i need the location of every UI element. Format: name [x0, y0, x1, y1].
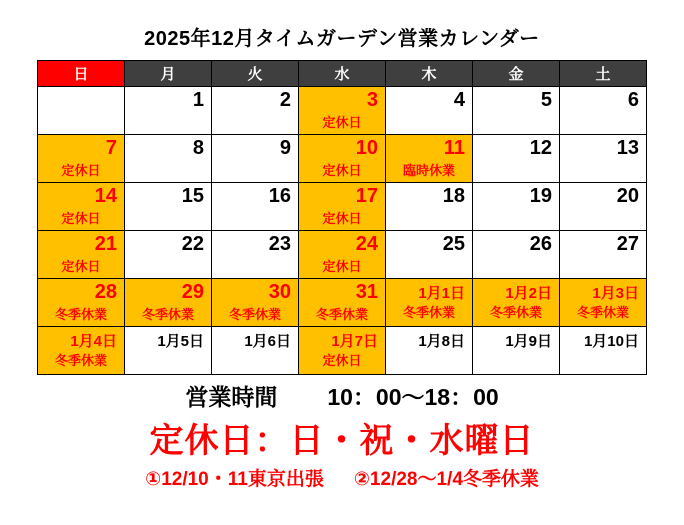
calendar-day-cell: [386, 231, 473, 279]
calendar-week-row: [38, 135, 647, 183]
day-status-label: [560, 260, 646, 273]
day-status-label: 定休日: [61, 163, 101, 178]
day-status-label: [473, 260, 559, 273]
date-number: 2: [279, 89, 291, 111]
footer-section: [0, 379, 684, 491]
day-status-label: [212, 260, 298, 273]
date-number: 1月7日: [331, 333, 378, 350]
day-status-label: [560, 116, 646, 129]
day-status-label: 冬季休業: [228, 307, 281, 322]
weekday-header-5: 金: [473, 61, 560, 87]
day-status-label: [560, 354, 646, 367]
date-number: 5: [540, 89, 552, 111]
day-status-label: 定休日: [322, 115, 362, 130]
calendar-day-cell: [38, 183, 125, 231]
date-number: 1月1日: [418, 285, 465, 302]
calendar-day-cell: [386, 87, 473, 135]
date-number: 10: [355, 137, 378, 159]
date-number: 1月2日: [505, 285, 552, 302]
date-number: 16: [268, 185, 291, 207]
day-status-label: [125, 354, 211, 367]
day-status-label: [125, 212, 211, 225]
regular-holiday-line: 定休日：日・祝・水曜日: [149, 422, 535, 460]
date-number: 29: [181, 281, 204, 303]
calendar-week-row: [38, 327, 647, 375]
business-hours-value: 10：00～18：00: [327, 384, 499, 410]
date-number: [38, 87, 124, 110]
date-number: 1月3日: [592, 285, 639, 302]
calendar-grid: [38, 87, 647, 375]
day-status-label: [125, 116, 211, 129]
date-number: 26: [529, 233, 552, 255]
day-status-label: 定休日: [61, 259, 101, 274]
calendar-day-cell: [38, 279, 125, 327]
date-number: 4: [453, 89, 465, 111]
day-status-label: 定休日: [322, 353, 362, 369]
day-status-label: [212, 164, 298, 177]
calendar-day-cell: [125, 87, 212, 135]
day-status-label: [473, 354, 559, 367]
day-status-label: [386, 116, 472, 129]
calendar-day-cell: [560, 279, 647, 327]
weekday-header-6: 土: [560, 61, 647, 87]
date-number: 30: [268, 281, 291, 303]
calendar-day-cell: [386, 135, 473, 183]
day-status-label: [473, 116, 559, 129]
day-status-label: [125, 260, 211, 273]
calendar-day-cell: [125, 327, 212, 375]
calendar-table: [37, 60, 647, 375]
calendar-day-cell: [473, 135, 560, 183]
weekday-header-0: 日: [38, 61, 125, 87]
date-number: 1月4日: [70, 333, 117, 350]
date-number: 1月10日: [583, 333, 639, 350]
day-status-label: [386, 354, 472, 367]
calendar-day-cell: [212, 327, 299, 375]
date-number: 17: [355, 185, 378, 207]
calendar-day-cell: [299, 279, 386, 327]
weekday-header-1: 月: [125, 61, 212, 87]
date-number: 25: [442, 233, 465, 255]
day-status-label: [212, 212, 298, 225]
date-number: 1月5日: [157, 333, 204, 350]
calendar-day-cell: [212, 135, 299, 183]
day-status-label: 冬季休業: [54, 307, 107, 322]
date-number: 22: [181, 233, 204, 255]
date-number: 9: [279, 137, 291, 159]
calendar-day-cell: [38, 87, 125, 135]
calendar-day-cell: [125, 135, 212, 183]
calendar-day-cell: [299, 135, 386, 183]
calendar-day-cell: [473, 183, 560, 231]
calendar-day-cell: [212, 231, 299, 279]
date-number: 1月6日: [244, 333, 291, 350]
day-status-label: 冬季休業: [141, 307, 194, 322]
day-status-label: [560, 164, 646, 177]
calendar-day-cell: [386, 279, 473, 327]
day-status-label: 冬季休業: [54, 353, 107, 369]
calendar-week-row: [38, 87, 647, 135]
business-hours-line: [0, 379, 684, 412]
day-status-label: 冬季休業: [489, 305, 542, 321]
date-number: 3: [366, 89, 378, 111]
date-number: 1月8日: [418, 333, 465, 350]
calendar-week-row: [38, 279, 647, 327]
note-business-trip: ①12/10・11東京出張: [145, 469, 324, 490]
day-status-label: 臨時休業: [402, 163, 455, 178]
day-status-label: 定休日: [322, 163, 362, 178]
day-status-label: 冬季休業: [402, 305, 455, 321]
day-status-label: 定休日: [322, 259, 362, 274]
day-status-label: 冬季休業: [315, 307, 368, 322]
calendar-day-cell: [473, 327, 560, 375]
date-number: 27: [616, 233, 639, 255]
notes-line: [0, 464, 684, 491]
calendar-day-cell: [560, 135, 647, 183]
day-status-label: 冬季休業: [576, 305, 629, 321]
weekday-header-3: 水: [299, 61, 386, 87]
date-number: 12: [529, 137, 552, 159]
day-status-label: 定休日: [322, 211, 362, 226]
calendar-day-cell: [299, 87, 386, 135]
calendar-day-cell: [38, 231, 125, 279]
weekday-header-2: 火: [212, 61, 299, 87]
date-number: 19: [529, 185, 552, 207]
day-status-label: [212, 354, 298, 367]
calendar-day-cell: [473, 279, 560, 327]
calendar-day-cell: [473, 87, 560, 135]
date-number: 31: [355, 281, 378, 303]
day-status-label: [473, 212, 559, 225]
calendar-day-cell: [125, 279, 212, 327]
calendar-week-row: [38, 231, 647, 279]
date-number: 15: [181, 185, 204, 207]
date-number: 13: [616, 137, 639, 159]
date-number: 24: [355, 233, 378, 255]
calendar-day-cell: [386, 183, 473, 231]
day-status-label: [125, 164, 211, 177]
weekday-header-row: [38, 61, 647, 87]
calendar-page: [0, 22, 684, 525]
page-title: 2025年12月タイムガーデン営業カレンダー: [144, 28, 540, 50]
weekday-header-4: 木: [386, 61, 473, 87]
day-status-label: [386, 212, 472, 225]
calendar-day-cell: [560, 183, 647, 231]
calendar-day-cell: [125, 231, 212, 279]
calendar-day-cell: [299, 231, 386, 279]
calendar-day-cell: [299, 183, 386, 231]
calendar-day-cell: [560, 327, 647, 375]
date-number: 28: [94, 281, 117, 303]
note-winter-break: ②12/28～1/4冬季休業: [353, 469, 539, 490]
calendar-day-cell: [473, 231, 560, 279]
calendar-day-cell: [299, 327, 386, 375]
day-status-label: [473, 164, 559, 177]
calendar-week-row: [38, 183, 647, 231]
calendar-day-cell: [560, 231, 647, 279]
day-status-label: [386, 260, 472, 273]
date-number: 1月9日: [505, 333, 552, 350]
date-number: 11: [443, 137, 465, 159]
calendar-day-cell: [212, 183, 299, 231]
calendar-day-cell: [212, 279, 299, 327]
date-number: 1: [192, 89, 204, 111]
date-number: 6: [627, 89, 639, 111]
calendar-day-cell: [38, 135, 125, 183]
calendar-day-cell: [125, 183, 212, 231]
calendar-day-cell: [386, 327, 473, 375]
day-status-label: [38, 114, 124, 127]
calendar-day-cell: [560, 87, 647, 135]
date-number: 14: [94, 185, 117, 207]
date-number: 7: [105, 137, 117, 159]
date-number: 21: [94, 233, 117, 255]
day-status-label: 定休日: [61, 211, 101, 226]
date-number: 8: [192, 137, 204, 159]
day-status-label: [212, 116, 298, 129]
date-number: 23: [268, 233, 291, 255]
date-number: 18: [442, 185, 465, 207]
calendar-day-cell: [212, 87, 299, 135]
date-number: 20: [616, 185, 639, 207]
calendar-day-cell: [38, 327, 125, 375]
business-hours-label: 営業時間: [185, 384, 278, 410]
day-status-label: [560, 212, 646, 225]
